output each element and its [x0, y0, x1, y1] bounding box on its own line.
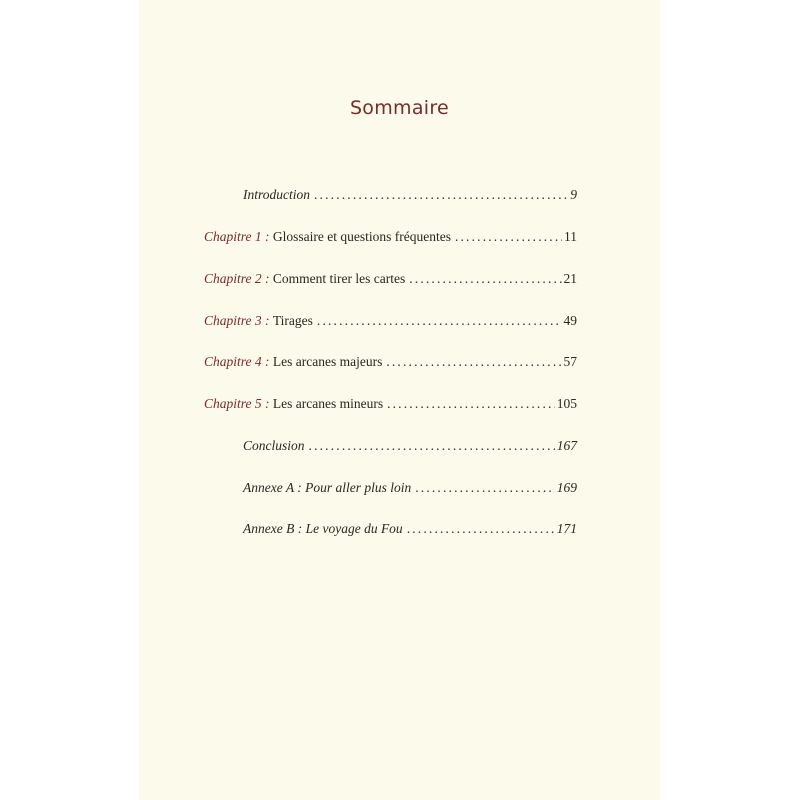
toc-dot-leader	[309, 438, 555, 454]
toc-dot-leader	[314, 187, 568, 203]
toc-entry-chapter-prefix: Chapitre 3 :	[204, 313, 270, 328]
toc-entry-annexe-a	[243, 480, 577, 500]
toc-entry-label: Annexe B : Le voyage du Fou	[243, 521, 403, 536]
toc-entry-label: Comment tirer les cartes	[272, 271, 406, 286]
toc-entry-page: 11	[564, 229, 577, 244]
toc-dot-leader	[407, 521, 555, 537]
toc-dot-leader	[387, 396, 555, 412]
toc-entry-label: Introduction	[243, 187, 310, 202]
toc-entry-label: Conclusion	[243, 438, 305, 453]
toc-entry-chapter-2	[204, 271, 577, 291]
page-title: Sommaire	[349, 97, 450, 119]
toc-entry-annexe-b	[243, 521, 577, 541]
toc-entry-chapter-5	[204, 396, 577, 416]
toc-dot-leader	[317, 313, 562, 329]
toc-entry-chapter-prefix: Chapitre 1 :	[204, 229, 270, 244]
toc-entry-chapter-prefix: Chapitre 4 :	[204, 354, 270, 369]
toc-entry-label: Tirages	[272, 313, 313, 328]
toc-entry-page: 167	[556, 438, 577, 453]
toc-entry-conclusion	[243, 438, 577, 458]
toc-dot-leader	[415, 480, 555, 496]
toc-entry-page: 105	[556, 396, 577, 411]
toc-dot-leader	[409, 271, 561, 287]
toc-entry-label: Les arcanes majeurs	[272, 354, 383, 369]
toc-dot-leader	[386, 354, 561, 370]
toc-dot-leader	[455, 229, 562, 245]
toc-entry-chapter-4	[204, 354, 577, 374]
toc-entry-label: Les arcanes mineurs	[272, 396, 384, 411]
toc-entry-page: 21	[563, 271, 577, 286]
toc-entry-page: 169	[556, 480, 577, 495]
toc-entry-introduction	[243, 187, 577, 207]
toc-entry-page: 57	[563, 354, 577, 369]
toc-entry-label: Glossaire et questions fréquentes	[272, 229, 451, 244]
toc-entry-chapter-prefix: Chapitre 5 :	[204, 396, 270, 411]
toc-entry-chapter-3	[204, 313, 577, 333]
toc-entry-page: 49	[563, 313, 577, 328]
toc-entry-chapter-prefix: Chapitre 2 :	[204, 271, 270, 286]
toc-entry-page: 9	[570, 187, 577, 202]
toc-entry-page: 171	[556, 521, 577, 536]
toc-entry-label: Annexe A : Pour aller plus loin	[243, 480, 412, 495]
book-page	[139, 0, 660, 800]
toc-entry-chapter-1	[204, 229, 577, 249]
